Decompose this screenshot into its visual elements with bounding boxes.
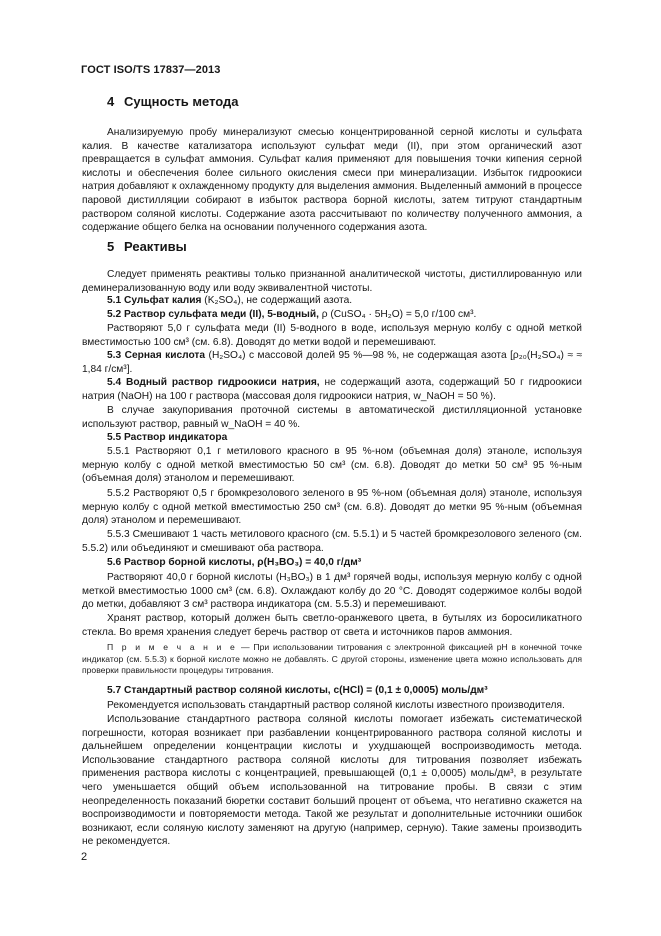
item-5-5-3: 5.5.3 Смешивают 1 часть метилового красного (см. 5.5.1) и 5 частей бромкрезолового зеленого (см. 5.5.2) или объединяют и смешивают оба раствора. [82,529,582,554]
note [82,642,582,677]
note-label: П р и м е ч а н и е [107,642,238,652]
section-5-heading [107,239,187,254]
section-4-paragraph: Анализируемую пробу минерализуют смесью концентрированной серной кислоты и сульфата калия. В качестве катализатора используют сульфат меди (II), при этом органический азот превращается в сульфат аммония. Сульфат калия применяют для повышения точки кипения серной кислоты и обеспечения более сильного окисления смеси при минерализации. Избыток гидроокиси натрия добавляют к охлажденному продукту для выделения аммония. Выделенный аммоний в процессе паровой дистилляции собирают в избыток раствора борной кислоты, затем титруют стандартным раствором соляной кислоты. Содержание азота рассчитывают по количеству полученного аммония, а содержание общего белка на основании полученного содержания азота. [82,127,582,234]
section-4-number: 4 [107,94,115,109]
item-5-7-text-1: Рекомендуется использовать стандартный раствор соляной кислоты известного производителя. [107,700,565,711]
item-5-6-text-2: Хранят раствор, который должен быть светло-оранжевого цвета, в бутылях из боросиликатного стекла. Во время хранения следует беречь раствор от света и источников паров аммония. [82,613,582,638]
section-5-intro: Следует применять реактивы только признанной аналитической чистоты, дистиллированную или деминерализованную воду или воду эквивалентной чистоты. [82,269,582,294]
item-5-5-heading: 5.5 Раствор индикатора [107,432,228,443]
item-5-5-1: 5.5.1 Растворяют 0,1 г метилового красного в 95 %-ном (объемная доля) этаноле, используя мерную колбу с одной меткой вместимостью 50 см³ (см. 6.8). Доводят до метки 50 см³ 95 %-ным (объемная доля) этанолом и перемешивают. [82,446,582,485]
note-text: — При использовании титрования с электронной фиксацией pH в конечной точке индикатор (см. 5.5.3) к борной кислоте можно не добавлять. С другой стороны, изменение цвета можно использовать для проверки правильности процедуры титрования. [82,642,582,676]
standard-header: ГОСТ ISO/TS 17837—2013 [81,64,221,76]
section-4-title: Сущность метода [124,94,239,109]
section-5-number: 5 [107,239,115,254]
item-5-2-text: Растворяют 5,0 г сульфата меди (II) 5-водного в воде, используя мерную колбу с одной меткой вместимостью 100 см³ (см. 6.8). Доводят до метки водой и перемешивают. [82,323,582,348]
page-number: 2 [81,851,88,863]
section-4-heading [107,94,239,109]
item-5-6-text-1: Растворяют 40,0 г борной кислоты (H₃BO₃) в 1 дм³ горячей воды, используя мерную колбу с одной меткой вместимостью 1000 см³ (см. 6.8). Охлаждают колбу до 20 °С. Доводят содержимое колбы водой до метки, добавляют 3 см³ раствора индикатора (см. 5.5.3) и перемешивают. [82,572,582,611]
item-5-7-text-2: Использование стандартного раствора соляной кислоты помогает избежать систематической погрешности, которая возникает при разбавлении концентрированного раствора соляной кислоты и дальнейшем определении концентрации кислоты и ухудшающей воспроизводимость метода. Использование стандартного раствора соляной кислоты для титрования позволяет избежать применения раствора кислоты с концентрацией, превышающей (0,1 ± 0,0005) моль/дм³, в результате чего уменьшается общий объем использованной на титрование пробы. В связи с этим неопределенность показаний бюретки составит больший процент от объема, что негативно скажется на воспроизводимости и повторяемости метода. Такой же результат и дополнительные источники ошибок возникают, если соляную кислоту заменяют на другую (например, серную). Такие замены производить не рекомендуется. [82,714,582,848]
item-5-1: 5.1 Сульфат калия (K₂SO₄), не содержащий азота. [107,295,353,306]
item-5-5-2: 5.5.2 Растворяют 0,5 г бромкрезолового зеленого в 95 %-ном (объемная доля) этаноле, используя мерную колбу с одной меткой вместимостью 250 см³ (см. 6.8). Доводят до метки 95 %-ным (объемная доля) этанолом и перемешивают. [82,488,582,527]
item-5-7-heading: 5.7 Стандартный раствор соляной кислоты, c(HCl) = (0,1 ± 0,0005) моль/дм³ [107,685,488,696]
item-5-6-heading: 5.6 Раствор борной кислоты, ρ(H₃BO₃) = 40,0 г/дм³ [107,557,362,568]
item-5-2: 5.2 Раствор сульфата меди (II), 5-водный, ρ (CuSO₄ · 5H₂O) = 5,0 г/100 см³. [107,309,477,320]
section-5-title: Реактивы [124,239,187,254]
item-5-4-text: В случае закупоривания проточной системы в автоматической дистилляционной установке используют раствор, равный w_NaOH = 40 %. [82,405,582,430]
item-5-3: 5.3 Серная кислота (H₂SO₄) с массовой долей 95 %—98 %, не содержащая азота [ρ₂₀(H₂SO₄) ≈ ≈ 1,84 г/см³]. [82,350,582,375]
item-5-4: 5.4 Водный раствор гидроокиси натрия, не содержащий азота, содержащий 50 г гидроокиси натрия (NaOH) на 100 г раствора (массовая доля гидроокиси натрия, w_NaOH = 50 %). [82,377,582,402]
